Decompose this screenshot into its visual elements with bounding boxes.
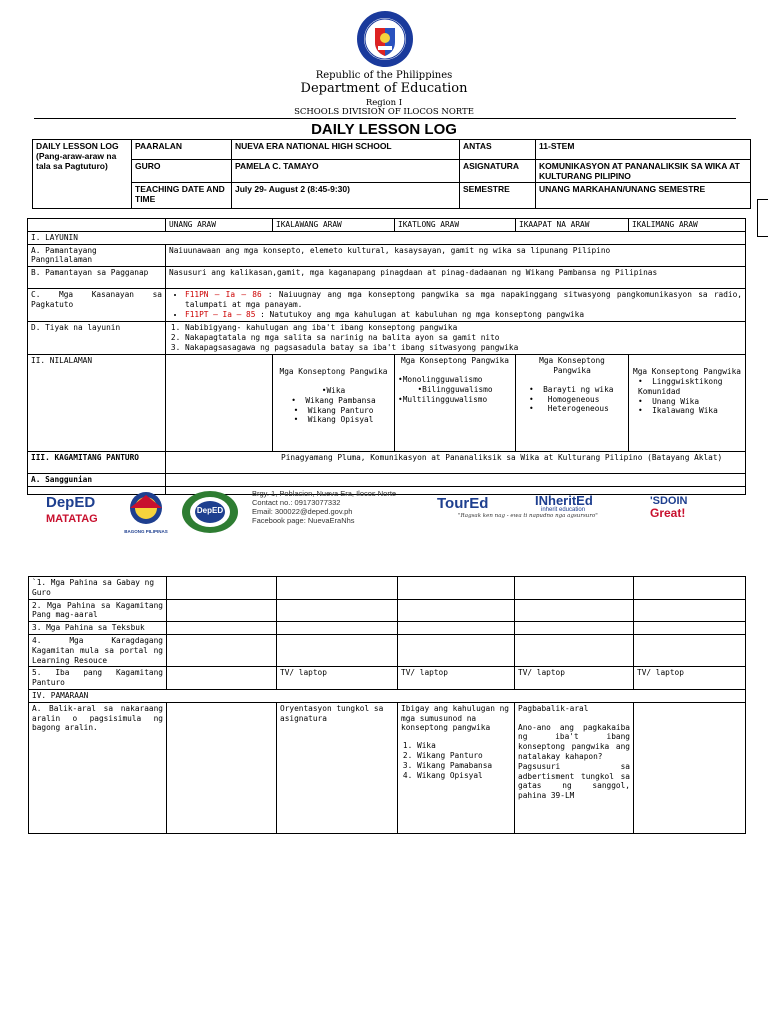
teaching-date-value: July 29- August 2 (8:45-9:30)	[232, 183, 460, 209]
day3-item: 4. Wikang Opisyal	[417, 771, 511, 781]
kasanayan-text	[166, 289, 746, 322]
layunin-item: 1. Nabibigyang- kahulugan ang iba't ibang konseptong pangwika	[185, 323, 742, 333]
pamantayan-sa-pagganap-label: B. Pamantayan sa Pagganap	[28, 267, 166, 289]
paaralan-value: NUEVA ERA NATIONAL HIGH SCHOOL	[232, 140, 460, 160]
tv-laptop: TV/ laptop	[515, 667, 634, 690]
empty-cell	[634, 577, 746, 600]
concept-item: •Wika	[321, 385, 346, 395]
balik-aral-day3	[398, 702, 515, 833]
competency-text: : Natutukoy ang mga kahulugan at kabuluhan ng mga konseptong pangwika	[255, 309, 585, 319]
empty-corner	[28, 219, 166, 232]
day-header: UNANG ARAW	[166, 219, 273, 232]
balik-aral-day4	[515, 702, 634, 833]
asignatura-label: ASIGNATURA	[460, 160, 536, 183]
day4-pagsusuri: Pagsusuri sa adbertisment tungkol sa gatas ng sanggol, pahina 39-LM	[518, 761, 630, 801]
empty-cell	[167, 577, 277, 600]
concept-item: •Multilingguwalismo	[398, 394, 488, 404]
day-header: IKALAWANG ARAW	[273, 219, 395, 232]
antas-value: 11-STEM	[536, 140, 751, 160]
kagamitan-text: Pinagyamang Pluma, Komunikasyon at Pananaliksik sa Wika at Kulturang Pilipino (Batayang Aklat)	[166, 452, 746, 474]
inherited-text: INheritEd	[535, 493, 593, 508]
department-line: Department of Education	[300, 81, 468, 96]
school-contact	[252, 489, 442, 525]
concept-title: Mga Konseptong Pangwika	[633, 367, 741, 377]
kasanayan-item	[185, 290, 742, 310]
competency-code: F11PN – Ia – 86	[185, 290, 262, 300]
info-table	[32, 139, 751, 209]
teaching-date-label: TEACHING DATE AND TIME	[132, 183, 232, 209]
pamantayan-sa-pagganap-text: Nasusuri ang kalikasan,gamit, mga kaganapang pinagdaan at pinag-dadaanan ng Wikang Pambansa ng Pilipinas	[166, 267, 746, 289]
tiyak-na-layunin-text	[166, 322, 746, 355]
competency-text: : Naiuugnay ang mga konseptong pangwika sa mga napakinggang sitwasyong pangkomunikasyon sa radio, talumpati at mga panayam.	[185, 290, 742, 309]
empty-cell	[167, 702, 277, 833]
day3-item: 1. Wika	[417, 741, 511, 751]
concept-title: Mga Konseptong Pangwika	[401, 356, 509, 366]
day3-item: 2. Wikang Panturo	[417, 751, 511, 761]
concept-item: • Barayti ng wika	[529, 384, 614, 394]
layunin-item: 3. Nakapagsasagawa ng pagsasadula batay sa iba't ibang sitwasyong pangwika	[185, 343, 742, 353]
school-seal-text: DepED	[196, 506, 224, 515]
day4-question: Ano-ano ang pagkakaiba ng iba't ibang konseptong pangwika ang natalakay kahapon?	[518, 722, 630, 761]
concept-item: •Monolingguwalismo	[398, 374, 483, 384]
nilalaman-day3	[395, 355, 516, 452]
day-header: IKALIMANG ARAW	[629, 219, 746, 232]
competency-code: F11PT – Ia – 85	[185, 309, 256, 319]
bagong-pilipinas-logo	[116, 491, 176, 533]
sanggunian-value	[166, 474, 746, 487]
gabay-ng-guro-label: `1. Mga Pahina sa Gabay ng Guro	[29, 577, 167, 600]
school-seal	[180, 490, 240, 534]
kasanayan-label: C. Mga Kasanayan sa Pagkatuto	[28, 289, 166, 322]
pamaraan-heading: IV. PAMARAAN	[29, 689, 746, 702]
empty-cell	[634, 599, 746, 622]
nilalaman-day1	[166, 355, 273, 452]
semestre-value: UNANG MARKAHAN/UNANG SEMESTRE	[536, 183, 751, 209]
nilalaman-day2	[273, 355, 395, 452]
antas-label: ANTAS	[460, 140, 536, 160]
guro-label: GURO	[132, 160, 232, 183]
empty-cell	[167, 622, 277, 635]
day4-heading: Pagbabalik-aral	[518, 703, 589, 713]
tv-laptop: TV/ laptop	[634, 667, 746, 690]
concept-title: Mga Konseptong Pangwika	[279, 367, 388, 377]
layunin-heading: I. LAYUNIN	[28, 231, 746, 244]
lesson-table	[27, 218, 746, 495]
karagdagang-kagamitan-label: 4. Mga Karagdagang Kagamitan mula sa portal ng Learning Resouce	[29, 634, 167, 666]
semestre-label: SEMESTRE	[460, 183, 536, 209]
kagamitang-pang-mag-aaral-label: 2. Mga Pahina sa Kagamitang Pang mag-aaral	[29, 599, 167, 622]
day-header: IKATLONG ARAW	[395, 219, 516, 232]
deped-seal	[356, 10, 414, 68]
kagamitan-heading: III. KAGAMITANG PANTURO	[28, 452, 166, 474]
balik-aral-label: A. Balik-aral sa nakaraang aralin o pagsisimula ng bagong aralin.	[29, 702, 167, 833]
empty-cell	[634, 702, 746, 833]
pamantayang-pangnilalaman-label: A. Pamantayang Pangnilalaman	[28, 244, 166, 267]
empty-cell	[634, 634, 746, 666]
concept-item: •Bilingguwalismo	[417, 384, 493, 394]
bagong-pilipinas-text: BAGONG PILIPINAS	[124, 529, 168, 534]
concept-title: Mga Konseptong Pangwika	[539, 356, 605, 375]
empty-cell	[277, 634, 398, 666]
concept-item: • Wikang Pambansa	[291, 395, 376, 405]
sdoin-text: 'SDOIN	[650, 495, 688, 507]
empty-cell	[167, 667, 277, 690]
empty-cell	[167, 634, 277, 666]
concept-item: • Linggwisktikong Komunidad	[638, 376, 723, 396]
iba-pang-kagamitan-label: 5. Iba pang Kagamitang Panturo	[29, 667, 167, 690]
tiyak-na-layunin-label: D. Tiyak na layunin	[28, 322, 166, 355]
inherited-sub: inherit education	[541, 507, 586, 513]
country-line: Republic of the Philippines	[315, 70, 453, 81]
empty-cell	[634, 622, 746, 635]
school-address: Brgy. 1, Poblacion, Nueva Era, Ilocos Norte	[252, 489, 397, 498]
empty-cell	[515, 622, 634, 635]
empty-cell	[277, 599, 398, 622]
layunin-item: 2. Nakapagtatala ng mga salita sa narinig na balita ayon sa gamit nito	[185, 333, 742, 343]
header-divider	[34, 118, 736, 119]
nilalaman-day5	[629, 355, 746, 452]
empty-cell	[398, 577, 515, 600]
day-header: IKAAPAT NA ARAW	[516, 219, 629, 232]
empty-cell	[277, 622, 398, 635]
matatag-text: MATATAG	[46, 513, 98, 525]
concept-item: • Heterogeneous	[529, 404, 609, 414]
page-title: DAILY LESSON LOG	[311, 121, 457, 138]
school-facebook: Facebook page: NuevaEraNhs	[252, 516, 355, 525]
empty-cell	[277, 577, 398, 600]
pamantayang-pangnilalaman-text: Naiuunawaan ang mga konsepto, elemeto kultural, kasaysayan, gamit ng wika sa lipunang Pilipino	[166, 244, 746, 267]
concept-item: • Wikang Opisyal	[293, 415, 374, 425]
school-email: Email: 300022@deped.gov.ph	[252, 507, 353, 516]
asignatura-value: KOMUNIKASYON AT PANANALIKSIK SA WIKA AT KULTURANG PILIPINO	[536, 160, 751, 183]
concept-item: • Wikang Panturo	[293, 405, 374, 415]
sanggunian-label: A. Sanggunian	[28, 474, 166, 487]
day3-item: 3. Wikang Pamabansa	[417, 761, 511, 771]
toured-text: TourEd	[437, 495, 489, 512]
margin-box	[757, 199, 768, 237]
dll-label: DAILY LESSON LOG (Pang-araw-araw na tala sa Pagtuturo)	[33, 140, 132, 209]
kasanayan-item	[185, 310, 742, 320]
toured-tagline: "Ragsak ken nag - ewa ti napudno nga agsursuro"	[458, 513, 598, 519]
tv-laptop: TV/ laptop	[398, 667, 515, 690]
empty-cell	[515, 577, 634, 600]
concept-item: • Ikalawang Wika	[638, 406, 718, 416]
empty-cell	[515, 599, 634, 622]
day3-intro: Ibigay ang kahulugan ng mga sumusunod na konseptong pangwika	[401, 703, 509, 733]
region-line: Region I	[365, 98, 403, 108]
deped-matatag-logo	[46, 494, 110, 534]
empty-cell	[398, 622, 515, 635]
empty-cell	[398, 599, 515, 622]
division-line: SCHOOLS DIVISION OF ILOCOS NORTE	[294, 107, 474, 117]
concept-item: • Unang Wika	[638, 396, 700, 406]
great-text: Great!	[650, 506, 686, 520]
deped-logo-text: DepED	[46, 494, 96, 511]
school-phone: Contact no.: 09173077332	[252, 498, 341, 507]
nilalaman-day4	[516, 355, 629, 452]
lesson-table-continued	[28, 576, 746, 834]
empty-cell	[167, 599, 277, 622]
sdoin-great-logo	[650, 496, 720, 522]
toured-logo	[437, 496, 525, 526]
balik-aral-day2: Oryentasyon tungkol sa asignatura	[277, 702, 398, 833]
empty-cell	[398, 634, 515, 666]
teksbuk-label: 3. Mga Pahina sa Teksbuk	[29, 622, 167, 635]
nilalaman-heading: II. NILALAMAN	[28, 355, 166, 452]
guro-value: PAMELA C. TAMAYO	[232, 160, 460, 183]
paaralan-label: PAARALAN	[132, 140, 232, 160]
concept-item: • Homogeneous	[529, 394, 600, 404]
tv-laptop: TV/ laptop	[277, 667, 398, 690]
empty-cell	[515, 634, 634, 666]
